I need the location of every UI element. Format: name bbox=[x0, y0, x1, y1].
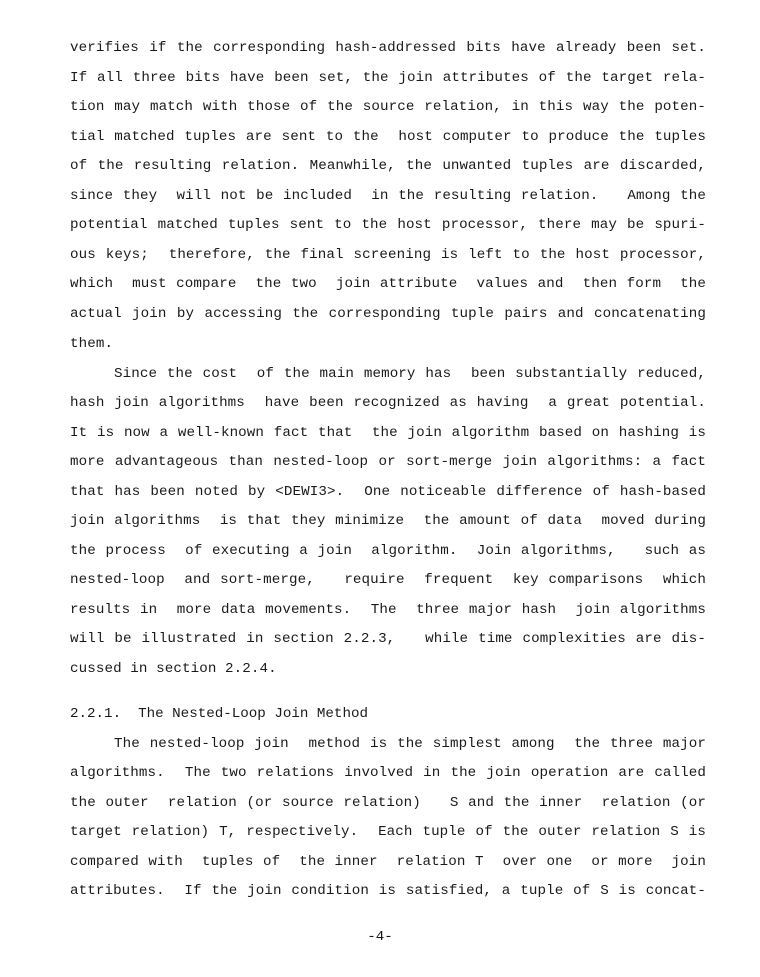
text-line: cussed in section 2.2.4. bbox=[70, 661, 277, 677]
text-line: It is now a well-known fact that the join algorithm based on hashing is bbox=[70, 425, 706, 441]
text-line: verifies if the corresponding hash-addressed bits have already been set. bbox=[70, 40, 706, 56]
text-line: since they will not be included in the resulting relation. Among the bbox=[70, 188, 706, 204]
text-line: will be illustrated in section 2.2.3, while time complexities are dis- bbox=[70, 631, 706, 647]
text-line: tion may match with those of the source relation, in this way the poten- bbox=[70, 99, 706, 115]
text-line: Since the cost of the main memory has been substantially reduced, bbox=[114, 366, 706, 382]
text-line: ous keys; therefore, the final screening is left to the host processor, bbox=[70, 247, 706, 263]
text-line: more advantageous than nested-loop or sort-merge join algorithms: a fact bbox=[70, 454, 706, 470]
text-line: attributes. If the join condition is satisfied, a tuple of S is concat- bbox=[70, 883, 706, 899]
section-heading: 2.2.1. The Nested-Loop Join Method bbox=[70, 706, 368, 722]
text-line: algorithms. The two relations involved in the join operation are called bbox=[70, 765, 706, 781]
text-line: them. bbox=[70, 336, 114, 352]
text-line: The nested-loop join method is the simplest among the three major bbox=[114, 736, 706, 752]
text-line: which must compare the two join attribute values and then form the bbox=[70, 276, 706, 292]
text-line: join algorithms is that they minimize the amount of data moved during bbox=[70, 513, 706, 529]
text-line: tial matched tuples are sent to the host computer to produce the tuples bbox=[70, 129, 706, 145]
text-line: actual join by accessing the corresponding tuple pairs and concatenating bbox=[70, 306, 706, 322]
text-line: hash join algorithms have been recognized as having a great potential. bbox=[70, 395, 706, 411]
text-line: compared with tuples of the inner relation T over one or more join bbox=[70, 854, 706, 870]
text-line: target relation) T, respectively. Each tuple of the outer relation S is bbox=[70, 824, 706, 840]
text-line: nested-loop and sort-merge, require frequent key comparisons which bbox=[70, 572, 706, 588]
text-line: potential matched tuples sent to the host processor, there may be spuri- bbox=[70, 217, 706, 233]
text-line: that has been noted by <DEWI3>. One noticeable difference of hash-based bbox=[70, 484, 706, 500]
page-number: -4- bbox=[367, 929, 393, 945]
text-line: If all three bits have been set, the join attributes of the target rela- bbox=[70, 70, 706, 86]
text-line: of the resulting relation. Meanwhile, the unwanted tuples are discarded, bbox=[70, 158, 706, 174]
text-line: the outer relation (or source relation) S and the inner relation (or bbox=[70, 795, 706, 811]
text-line: results in more data movements. The three major hash join algorithms bbox=[70, 602, 706, 618]
text-line: the process of executing a join algorithm. Join algorithms, such as bbox=[70, 543, 706, 559]
